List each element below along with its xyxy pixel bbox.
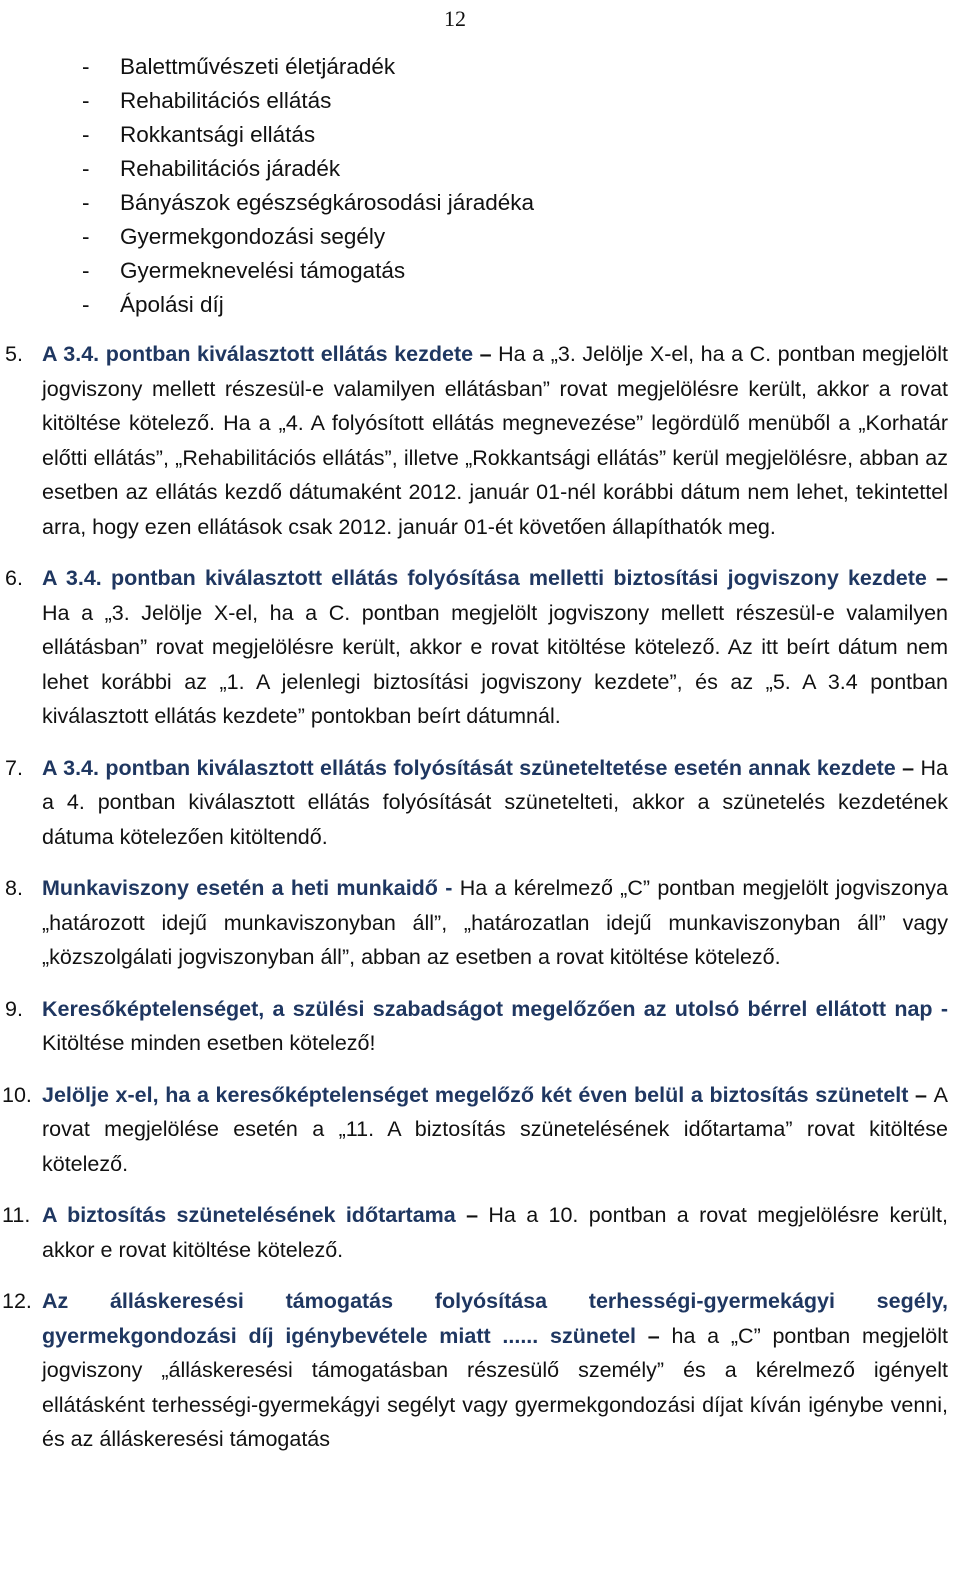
section-body: Ha a kérelmező „C” pontban megjelölt jogviszonya „határozott idejű munkaviszonyban áll”, „határozatlan idejű munkaviszonyban áll” vagy „közszolgálati jogviszonyban áll”, abban az esetben a rovat kitöltése kötelező.: [42, 876, 948, 969]
section-separator: –: [473, 342, 499, 366]
list-item: - Rehabilitációs járadék: [82, 152, 534, 186]
list-item: - Balettművészeti életjáradék: [82, 50, 534, 84]
section-8: [5, 871, 948, 975]
section-10: [2, 1078, 948, 1182]
list-item: - Gyermekgondozási segély: [82, 220, 534, 254]
section-title: Az álláskeresési támogatás folyósítása terhességi-gyermekágyi segély, gyermekgondozási díj igénybevétele miatt ...... szünetel: [42, 1289, 948, 1348]
section-body: ha a „C” pontban megjelölt jogviszony „álláskeresési támogatásban részesülő személy” és a kérelmező igényelt ellátásként terhességi-gyermekágyi segélyt vagy gyermekgondozási díjat kíván igénybe venni, és az álláskeresési támogatás: [42, 1323, 948, 1451]
section-separator: –: [908, 1082, 934, 1107]
list-item: - Bányászok egészségkárosodási járadéka: [82, 186, 534, 220]
section-number: 10.: [2, 1082, 32, 1107]
list-item: - Rehabilitációs ellátás: [82, 84, 534, 118]
section-number: 12.: [2, 1289, 32, 1313]
section-number: 5.: [5, 342, 23, 366]
section-body: Ha a 10. pontban a rovat megjelölésre került, akkor e rovat kitöltése kötelező.: [42, 1203, 948, 1262]
section-separator: –: [455, 1203, 489, 1227]
section-9: [5, 992, 948, 1061]
section-separator: –: [636, 1323, 672, 1348]
section-title: A 3.4. pontban kiválasztott ellátás kezdete: [42, 342, 474, 366]
section-number: 9.: [5, 996, 23, 1021]
section-body: Ha a „3. Jelölje X-el, ha a C. pontban megjelölt jogviszony mellett részesül-e valamilyen ellátásban” rovat megjelölésre került, akkor e rovat kitöltése kötelező. Az itt beírt dátum nem lehet korábbi az „1. A jelenlegi biztosítási jogviszony kezdete”, és az „5. A 3.4 pontban kiválasztott ellátás kezdete” pontokban beírt dátumnál.: [42, 600, 948, 728]
numbered-sections: [0, 337, 960, 1474]
section-body: Ha a „3. Jelölje X-el, ha a C. pontban megjelölt jogviszony mellett részesül-e valamilyen ellátásban” rovat megjelölésre került, akkor a rovat kitöltése kötelező. Ha a „4. A folyósított ellátás megnevezése” legördülő menüből a „Korhatár előtti ellátás”, „Rehabilitációs ellátás”, illetve „Rokkantsági ellátás” kerül megjelölésre, abban az esetben az ellátás kezdő dátumaként 2012. január 01-nél korábbi dátum nem lehet, tekintettel arra, hogy ezen ellátások csak 2012. január 01-ét követően állapíthatók meg.: [42, 342, 948, 539]
section-separator: [452, 876, 459, 900]
section-separator: –: [926, 566, 948, 590]
section-title: A 3.4. pontban kiválasztott ellátás folyósítása melletti biztosítási jogviszony kezdete: [42, 566, 927, 590]
section-5: [5, 337, 948, 544]
section-12: [2, 1284, 948, 1457]
list-item: - Gyermeknevelési támogatás: [82, 254, 534, 288]
section-title: A 3.4. pontban kiválasztott ellátás folyósítását szüneteltetése esetén annak kezdete: [42, 755, 896, 780]
section-number: 8.: [5, 876, 23, 900]
section-number: 7.: [5, 755, 23, 780]
section-title: Jelölje x-el, ha a keresőképtelenséget megelőző két éven belül a biztosítás szünetelt: [42, 1082, 909, 1107]
section-title: Keresőképtelenséget, a szülési szabadságot megelőzően az utolsó bérrel ellátott nap -: [42, 996, 948, 1021]
section-title: Munkaviszony esetén a heti munkaidő -: [42, 876, 453, 900]
section-separator: –: [895, 755, 921, 780]
list-item: - Rokkantsági ellátás: [82, 118, 534, 152]
benefit-list: [82, 50, 534, 322]
section-11: [2, 1198, 948, 1267]
section-body: A rovat megjelölése esetén a „11. A biztosítás szünetelésének időtartama” rovat kitöltése kötelező.: [42, 1082, 948, 1176]
section-7: [5, 751, 949, 855]
section-number: 11.: [2, 1203, 31, 1227]
section-number: 6.: [5, 566, 23, 590]
section-title: A biztosítás szünetelésének időtartama: [42, 1203, 456, 1227]
list-item: - Ápolási díj: [82, 288, 534, 322]
page-number: 12: [444, 6, 466, 31]
section-body: Ha a 4. pontban kiválasztott ellátás folyósítását szünetelteti, akkor a szünetelés kezdetének dátuma kötelezően kitöltendő.: [42, 755, 949, 849]
section-6: [5, 561, 948, 734]
section-body: Kitöltése minden esetben kötelező!: [42, 1031, 376, 1055]
